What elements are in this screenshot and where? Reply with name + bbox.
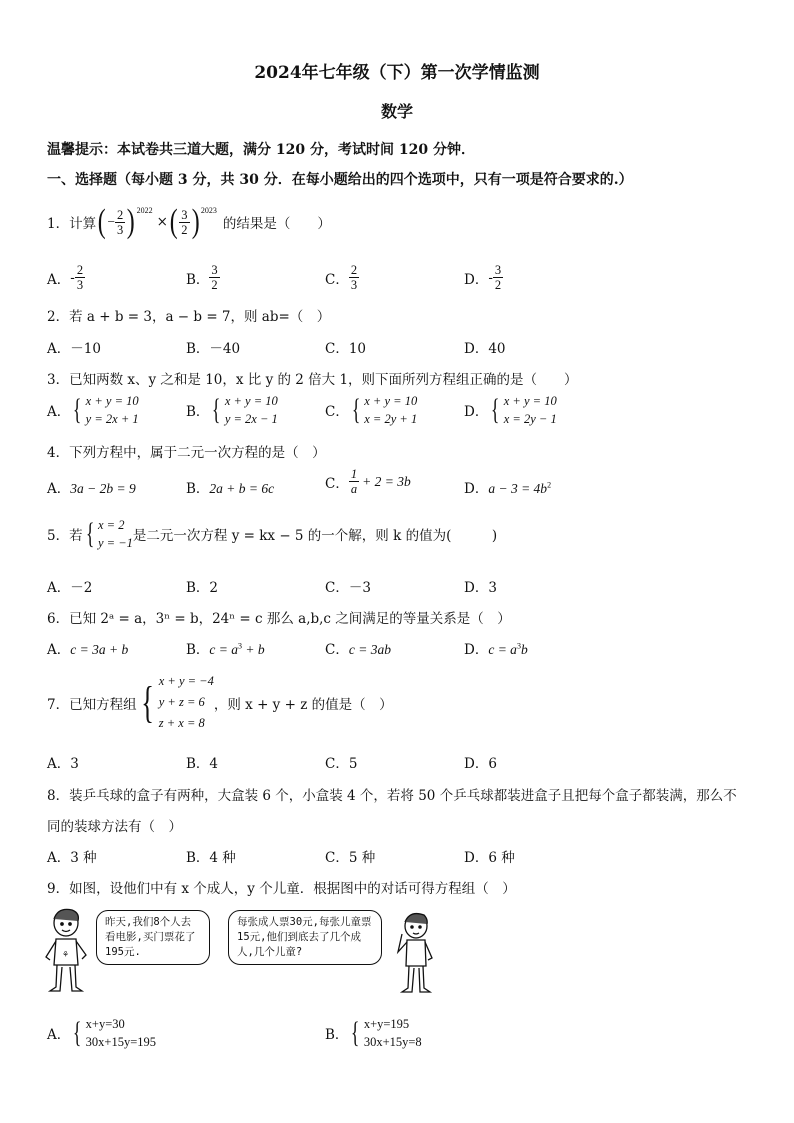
q5-option-a[interactable]: A．－2 <box>47 580 93 596</box>
q1-exponent-2: 2023 <box>200 205 217 215</box>
notice-text: 温馨提示：本试卷共三道大题，满分 120 分，考试时间 120 分钟． <box>47 142 475 158</box>
q9-option-b[interactable]: B． { x+y=195 30x+15y=8 <box>325 1016 422 1049</box>
q7-option-c[interactable]: C．5 <box>325 756 358 772</box>
brace-icon: { <box>351 1016 360 1049</box>
page-title: 2024年七年级（下）第一次学情监测 <box>254 63 540 83</box>
left-paren-icon: ( <box>97 203 106 240</box>
question-8-line-2: 同的装球方法有（ ） <box>47 819 182 835</box>
left-paren-icon: ( <box>169 203 178 240</box>
q3-option-b[interactable]: B． { x + y = 10 y = 2x − 1 <box>186 393 278 426</box>
question-3: 3．已知两数 x、y 之和是 10，x 比 y 的 2 倍大 1，则下面所列方程组正确的是（ ） <box>47 372 578 388</box>
q1-option-b[interactable]: B． $\frac{3}{2}$ <box>186 263 218 292</box>
q4-option-c[interactable]: C． $\frac{1}{a}$ + 2 = 3b <box>325 467 411 496</box>
q6-option-b[interactable]: B．$c = a^3 + b$ <box>186 641 265 658</box>
minus-sign: − <box>107 214 116 229</box>
q2-option-a[interactable]: A．－10 <box>47 341 101 357</box>
q2-option-c[interactable]: C．10 <box>325 341 367 357</box>
q8-option-c[interactable]: C．5 种 <box>325 850 376 866</box>
q3-option-a[interactable]: A． { x + y = 10 y = 2x + 1 <box>47 393 139 426</box>
speech-bubble-right: 每张成人票30元,每张儿童票15元,他们到底去了几个成人,几个儿童? <box>228 910 382 965</box>
brace-icon: { <box>73 1016 82 1049</box>
q3-option-c[interactable]: C． { x + y = 10 x = 2y + 1 <box>325 393 418 426</box>
q6-option-c[interactable]: C．c = 3ab <box>325 642 391 658</box>
question-7: 7．已知方程组 { x + y = −4 y + z = 6 z + x = 8 ，则 x + y + z 的值是（ ） <box>47 674 393 730</box>
boy-figure-left-icon <box>42 905 94 997</box>
q8-option-d[interactable]: D．6 种 <box>464 850 515 866</box>
q9-option-a[interactable]: A． { x+y=30 30x+15y=195 <box>47 1016 157 1049</box>
speech-bubble-left: 昨天,我们8个人去看电影,买门票花了195元. <box>96 910 210 965</box>
right-paren-icon: ) <box>191 203 200 240</box>
q7-option-a[interactable]: A．3 <box>47 756 79 772</box>
subject-title: 数学 <box>380 102 413 121</box>
question-6: 6．已知 2ᵃ = a，3ⁿ = b，24ⁿ = c 那么 a,b,c 之间满足的等量关系是（ ） <box>47 611 511 627</box>
q5-option-b[interactable]: B．2 <box>186 580 219 596</box>
q1-fraction-1: $\frac{2}{3}$ <box>117 207 124 237</box>
q1-suffix: 的结果是（ ） <box>222 216 331 232</box>
boy-figure-right-icon <box>392 910 442 998</box>
q2-option-d[interactable]: D．40 <box>464 341 506 357</box>
q6-option-d[interactable]: D．$c = a^3b$ <box>464 641 528 658</box>
q7-option-d[interactable]: D．6 <box>464 756 497 772</box>
question-5: 5．若 { x = 2 y = −1 是二元一次方程 y = kx − 5 的一个解，则 k 的值为( ) <box>47 517 498 550</box>
q5-option-c[interactable]: C．－3 <box>325 580 371 596</box>
times-sign: × <box>156 214 168 230</box>
brace-icon: { <box>212 393 221 426</box>
brace-icon: { <box>73 393 82 426</box>
q7-option-b[interactable]: B．4 <box>186 756 219 772</box>
q1-fraction-2: $\frac{3}{2}$ <box>181 207 188 237</box>
right-paren-icon: ) <box>126 203 135 240</box>
q5-option-d[interactable]: D．3 <box>464 580 497 596</box>
question-4: 4．下列方程中，属于二元一次方程的是（ ） <box>47 445 326 461</box>
q1-option-c[interactable]: C． $\frac{2}{3}$ <box>325 263 358 292</box>
question-8-line-1: 8．装乒乓球的盒子有两种，大盒装 6 个，小盒装 4 个，若将 50 个乒乓球都装进盒子且把每个盒子都装满，那么不 <box>47 788 737 804</box>
q8-option-a[interactable]: A．3 种 <box>47 850 97 866</box>
q1-exponent-1: 2022 <box>136 205 153 215</box>
q4-option-a[interactable]: A．3a − 2b = 9 <box>47 481 136 497</box>
brace-icon: { <box>491 393 500 426</box>
svg-text:⚘: ⚘ <box>62 950 70 959</box>
q3-option-d[interactable]: D． { x + y = 10 x = 2y − 1 <box>464 393 557 426</box>
q2-option-b[interactable]: B．－40 <box>186 341 241 357</box>
q1-prefix: 1．计算 <box>47 216 97 232</box>
section-heading: 一、选择题（每小题 3 分，共 30 分．在每小题给出的四个选项中，只有一项是符合要求的.） <box>47 172 633 188</box>
q1-option-a[interactable]: A． - $\frac{2}{3}$ <box>47 263 84 292</box>
brace-icon: { <box>85 517 95 550</box>
question-2: 2．若 a + b = 3，a − b = 7，则 ab=（ ） <box>47 309 331 325</box>
brace-icon: { <box>140 677 154 727</box>
brace-icon: { <box>351 393 361 426</box>
question-9: 9．如图，设他们中有 x 个成人，y 个儿童．根据图中的对话可得方程组（ ） <box>47 881 516 897</box>
q8-option-b[interactable]: B．4 种 <box>186 850 236 866</box>
q4-option-b[interactable]: B．2a + b = 6c <box>186 481 275 497</box>
q6-option-a[interactable]: A．c = 3a + b <box>47 642 129 658</box>
q4-option-d[interactable]: D．$a - 3 = 4b^2$ <box>464 480 552 497</box>
q1-option-d[interactable]: D． - $\frac{3}{2}$ <box>464 263 502 292</box>
question-1 <box>47 205 331 239</box>
